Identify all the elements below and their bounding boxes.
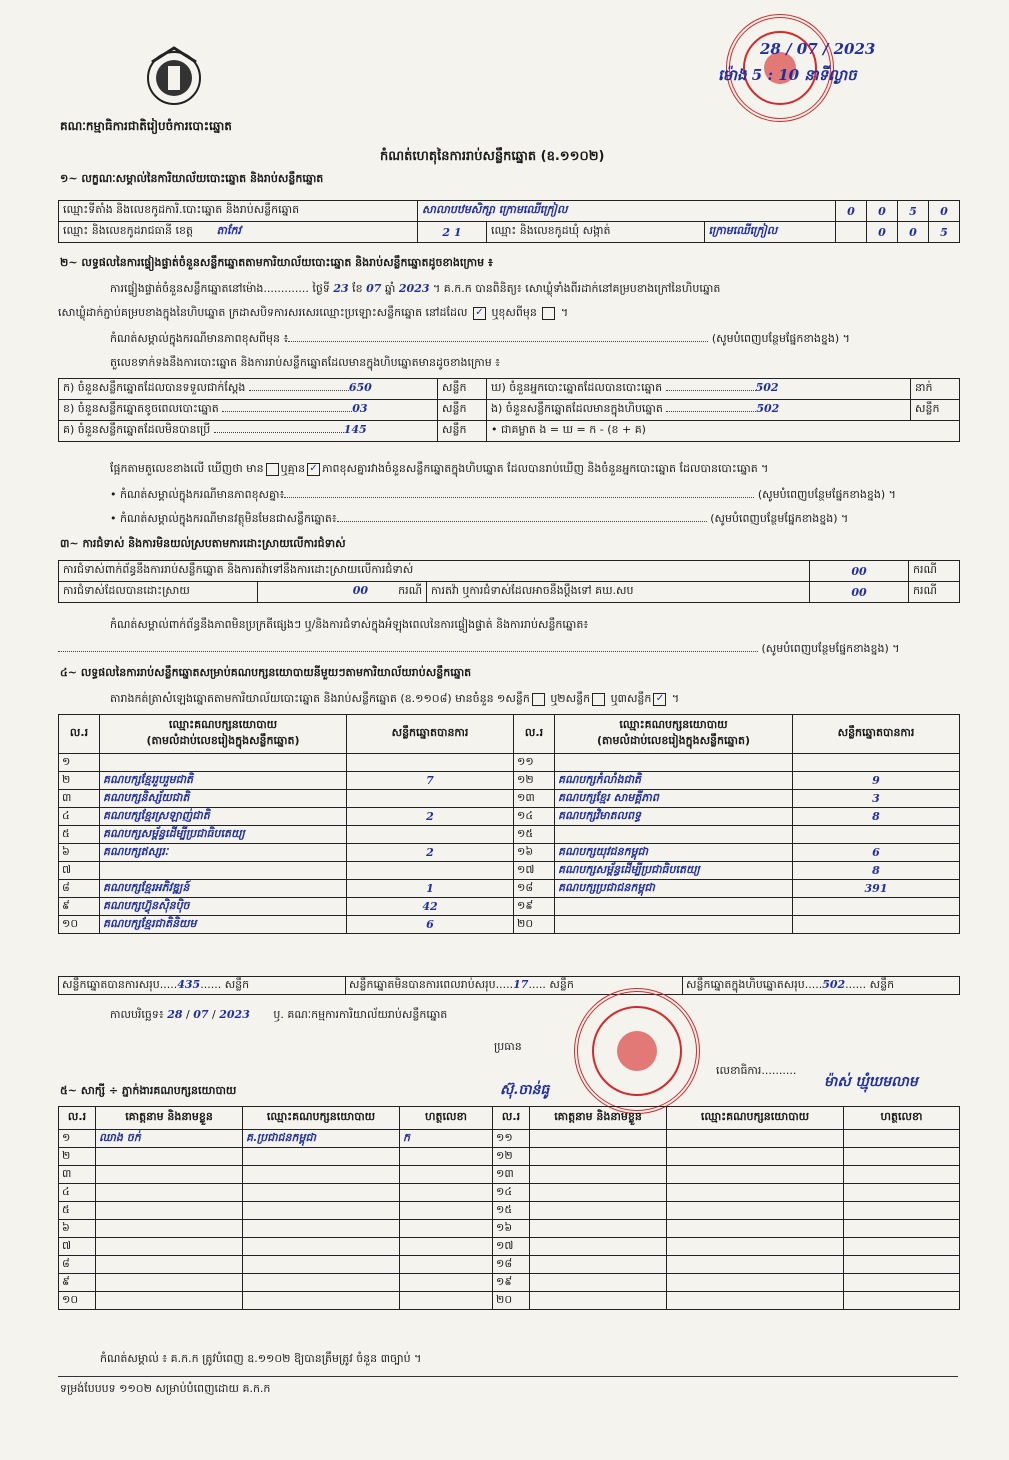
table-row: ១ ឈាង ចក់ គ.ប្រជាជនកម្ពុជា ក ១១ [59, 1130, 960, 1148]
table-row: ៧ ១៧ [59, 1238, 960, 1256]
col-no: ល.រ [59, 715, 100, 754]
form-title: កំណត់ហេតុនៃការរាប់សន្លឹកឆ្នោត (ឧ.១១០២) [380, 149, 605, 164]
table-row: ៥ គណបក្សសម្ព័ន្ធដើម្បីប្រជាធិបតេយ្យ ១៥ [59, 826, 960, 844]
witness-table: ល.រ គោត្តនាម និងនាមខ្លួន ឈ្មោះគណបក្សនយោបាយ ហត្ថលេខា ល.រ គោត្តនាម និងនាមខ្លួន ឈ្មោះគណបក្សនយោបាយ ហត្ថលេខា ១ ឈាង ចក់ គ.ប្រជាជនកម្ពុជា ក ១១ ២ ១២ ៣ ១៣ ៤ ១៤ ៥ ១៥ ៦ ១៦ ៧ ១៧ ៨ ១៨ ៩ ១៩ ១០ ២០ [58, 1106, 960, 1310]
s3-heading: ៣~ ការជំទាស់ និងការមិនយល់ស្របតាមការដោះស្រាយលើការជំទាស់ [60, 537, 346, 550]
received-time: ម៉ោង 5 : 10 នាទីល្ងាច [718, 66, 857, 84]
table-row: ១០ គណបក្សខ្មែរជាតិនិយម 6 ២០ [59, 916, 960, 934]
s2-p7: • កំណត់សម្គាល់ក្នុងករណីមានវត្ថុមិនមែនជាសន្លឹកឆ្នោត៖ (សូមបំពេញបន្ថែមផ្នែកខាងខ្នង) ។ [110, 512, 849, 525]
same-checkbox[interactable]: ✓ [473, 307, 486, 320]
s5-heading: ៥~ សាក្សី ÷ ភ្នាក់ងារគណបក្សនយោបាយ [60, 1084, 237, 1097]
table-row: ៥ ១៥ [59, 1202, 960, 1220]
table-row: ៣ ១៣ [59, 1166, 960, 1184]
s1-r2-label: ឈ្មោះ និងលេខកូដរាជធានី ខេត្ត តាកែវ [59, 222, 418, 243]
col-party: ឈ្មោះគណបក្សនយោបាយ (តាមលំដាប់លេខរៀងក្នុងសន្លឹកឆ្នោត) [100, 715, 347, 754]
table-row: ៧ ១៧ គណបក្សសម្ព័ន្ធដើម្បីប្រជាធិបតេយ្យ 8 [59, 862, 960, 880]
s3-p1: កំណត់សម្គាល់ពាក់ព័ន្ធនឹងភាពមិនប្រក្រតីផ្សេងៗ ឬ/និងការជំទាស់ក្នុងអំឡុងពេលនៃការផ្ទៀងផ្ទាត់ និងការរាប់សន្លឹកឆ្នោត៖ [110, 618, 589, 631]
s2-p1: ការផ្ទៀងផ្ទាត់ចំនួនសន្លឹកឆ្នោតនៅម៉ោង............. ថ្ងៃទី 23 ខែ 07 ឆ្នាំ 2023 ។ គ.ក.ក បានពិនិត្យ៖ សោឃ្លុំទាំងពីរដាក់នៅគម្របខាងក្រៅនៃហិបឆ្នោត [110, 282, 721, 295]
s1-r2-label2: ឈ្មោះ និងលេខកូដឃុំ សង្កាត់ [487, 222, 705, 243]
col-votes: សន្លឹកឆ្នោតបានការ [347, 715, 514, 754]
table-row: ២ ១២ [59, 1148, 960, 1166]
table-row: ៤ គណបក្សខ្មែរស្រឡាញ់ជាតិ 2 ១៤ គណបក្សវិមាតលពទ្ធ 8 [59, 808, 960, 826]
s4-date: កាលបរិច្ឆេទ៖ 28 / 07 / 2023 ឫ. គណៈកម្មការការិយាល័យរាប់សន្លឹកឆ្នោត [110, 1008, 448, 1021]
results-table: ល.រ ឈ្មោះគណបក្សនយោបាយ (តាមលំដាប់លេខរៀងក្នុងសន្លឹកឆ្នោត) សន្លឹកឆ្នោតបានការ ល.រ ឈ្មោះគណបក្សនយោបាយ (តាមលំដាប់លេខរៀងក្នុងសន្លឹកឆ្នោត) សន្លឹកឆ្នោតបានការ ១ ១១ ២ គណបក្សខ្មែររួបរួមជាតិ 7 ១២ គណបក្សកំលាំងជាតិ 9 ៣ គណបក្សនិស្ស័យជាតិ ១៣ គណបក្សខ្មែរ សាមគ្គីភាព 3 ៤ គណបក្សខ្មែរស្រឡាញ់ជាតិ 2 ១៤ គណបក្សវិមាតលពទ្ធ 8 ៥ គណបក្សសម្ព័ន្ធដើម្បីប្រជាធិបតេយ្យ ១៥ ៦ គណបក្សឥស្សរៈ 2 ១៦ គណបក្សយុវជនកម្ពុជា 6 ៧ ១៧ គណបក្សសម្ព័ន្ធដើម្បីប្រជាធិបតេយ្យ 8 ៨ គណបក្សខ្មែរអភិវឌ្ឍន៍ 1 ១៨ គណបក្សប្រជាជនកម្ពុជា 391 ៩ គណបក្សហ៊្វុនស៊ិនប៉ិច 42 ១៩ ១០ គណបក្សខ្មែរជាតិនិយម 6 ២០ [58, 714, 960, 934]
total-box: សន្លឹកឆ្នោតក្នុងហិបឆ្នោតសរុប.....502...... សន្លឹក [683, 977, 960, 995]
secretary-label: លេខាធិការ.......... [716, 1064, 797, 1077]
s1-r2-value2: ក្រោមឈើក្រៀល [704, 222, 835, 243]
s1-table: ឈ្មោះទីតាំង និងលេខកូដការិ.បោះឆ្នោត និងរាប់សន្លឹកឆ្នោត សាលាបឋមសិក្សា ក្រោមឈើក្រៀល 0 0 5 0 ឈ្មោះ និងលេខកូដរាជធានី ខេត្ត តាកែវ 2 1 ឈ្មោះ និងលេខកូដឃុំ សង្កាត់ ក្រោមឈើក្រៀល 0 0 5 [58, 200, 960, 243]
total-invalid: សន្លឹកឆ្នោតមិនបានការពេលរាប់សរុប.....17..... សន្លឹក [346, 977, 683, 995]
chair-signature: ស៊ុ.ចាន់ធូ [500, 1082, 550, 1098]
total-valid: សន្លឹកឆ្នោតបានការសរុប.....435...... សន្លឹក [59, 977, 346, 995]
table-row: ៨ គណបក្សខ្មែរអភិវឌ្ឍន៍ 1 ១៨ គណបក្សប្រជាជនកម្ពុជា 391 [59, 880, 960, 898]
received-date: 28 / 07 / 2023 [760, 40, 876, 58]
secretary-signature: ម៉ាស់ ឃ្មុំឃមលាម [824, 1074, 918, 1090]
k2-label: ខ) ចំនួនសន្លឹកឆ្នោតខូចពេលបោះឆ្នោត 03 [59, 400, 438, 421]
s3-table: ការជំទាស់ពាក់ព័ន្ធនឹងការរាប់សន្លឹកឆ្នោត និងការតវ៉ាទៅនឹងការដោះស្រាយលើការជំទាស់ 00 ករណី ការជំទាស់ដែលបានដោះស្រាយ 00 ករណី ការតវ៉ា ឬការជំទាស់ដែលអាចនឹងប្តឹងទៅ គឃ.សប 00 ករណី [58, 560, 960, 603]
s2-p2: សោឃ្លុំដាក់ភ្ជាប់គម្របខាងក្នុងនៃហិបឆ្នោត ក្រដាសបិទការសរសេរឈ្មោះប្រឡោះសន្លឹកឆ្នោត នៅដដែល ✓ ឬខុសពីមុន ។ [58, 306, 569, 319]
footnote: កំណត់សម្គាល់ ៖ គ.ក.ក ត្រូវបំពេញ ឧ.១១០២ ឱ្យបានត្រឹមត្រូវ ចំនួន ៣ច្បាប់ ។ [100, 1352, 422, 1365]
k6-label: • ជាគម្លាត ង = ឃ = ក - (ខ + គ) [487, 421, 960, 442]
nec-logo [138, 44, 210, 110]
table-row: ៩ ១៩ [59, 1274, 960, 1292]
table-row: ៦ គណបក្សឥស្សរៈ 2 ១៦ គណបក្សយុវជនកម្ពុជា 6 [59, 844, 960, 862]
k4-label: ឃ) ចំនួនអ្នកបោះឆ្នោតដែលបានបោះឆ្នោត 502 [487, 379, 911, 400]
difference-no-checkbox[interactable]: ✓ [307, 463, 320, 476]
table-row: ៨ ១៨ [59, 1256, 960, 1274]
divider [58, 1376, 958, 1377]
s1-heading: ១~ លក្ខណៈសម្គាល់នៃការិយាល័យបោះឆ្នោត និងរាប់សន្លឹកឆ្នោត [60, 172, 324, 185]
s3-p1-line: (សូមបំពេញបន្ថែមផ្នែកខាងខ្នង) ។ [58, 642, 958, 658]
table-row: ១ ១១ [59, 754, 960, 772]
k5-label: ង) ចំនួនសន្លឹកឆ្នោតដែលមានក្នុងហិបឆ្នោត 502 [487, 400, 911, 421]
committee-stamp [574, 988, 700, 1114]
table-row: ៣ គណបក្សនិស្ស័យជាតិ ១៣ គណបក្សខ្មែរ សាមគ្គីភាព 3 [59, 790, 960, 808]
table-row: ២ គណបក្សខ្មែររួបរួមជាតិ 7 ១២ គណបក្សកំលាំងជាតិ 9 [59, 772, 960, 790]
s2-p6: • កំណត់សម្គាល់ក្នុងករណីមានភាពខុសគ្នា៖ (សូមបំពេញបន្ថែមផ្នែកខាងខ្នង) ។ [110, 488, 896, 501]
s4-p1: តារាងកត់ត្រាសំឡេងឆ្នោតតាមការិយាល័យបោះឆ្នោត និងរាប់សន្លឹកឆ្នោត (ឧ.១១០៨) មានចំនួន ១សន្លឹក ឬ២សន្លឹក ឬ៣សន្លឹក ✓ ។ [110, 692, 680, 705]
s2-p5: ផ្អែកតាមតួលេខខាងលើ ឃើញថា មាន ឬគ្មាន ✓ ភាពខុសគ្នារវាងចំនួនសន្លឹកឆ្នោតក្នុងហិបឆ្នោត ដែលបានរាប់ឃើញ និងចំនួនអ្នកបោះឆ្នោត ដែលបានបោះឆ្នោត ។ [110, 462, 769, 475]
table-row: ៩ គណបក្សហ៊្វុនស៊ិនប៉ិច 42 ១៩ [59, 898, 960, 916]
s2-p4: តួលេខទាក់ទងនឹងការបោះឆ្នោត និងការរាប់សន្លឹកឆ្នោតដែលមានក្នុងហិបឆ្នោតមានដូចខាងក្រោម ៖ [110, 356, 501, 369]
s4-heading: ៤~ លទ្ធផលនៃការរាប់សន្លឹកឆ្នោតសម្រាប់គណបក្សនយោបាយនីមួយៗតាមការិយាល័យរាប់សន្លឹកឆ្នោត [60, 666, 472, 679]
table-row: ៤ ១៤ [59, 1184, 960, 1202]
chair-label: ប្រធាន [494, 1040, 522, 1053]
s2-figures-table: ក) ចំនួនសន្លឹកឆ្នោតដែលបានទទួលជាក់ស្តែង 650 សន្លឹក ឃ) ចំនួនអ្នកបោះឆ្នោតដែលបានបោះឆ្នោត 502 នាក់ ខ) ចំនួនសន្លឹកឆ្នោតខូចពេលបោះឆ្នោត 03 សន្លឹក ង) ចំនួនសន្លឹកឆ្នោតដែលមានក្នុងហិបឆ្នោត 502 សន្លឹក គ) ចំនួនសន្លឹកឆ្នោតដែលមិនបានប្រើ 145 សន្លឹក • ជាគម្លាត ង = ឃ = ក - (ខ + គ) [58, 378, 960, 442]
s2-heading: ២~ លទ្ធផលនៃការផ្ទៀងផ្ទាត់ចំនួនសន្លឹកឆ្នោតតាមការិយាល័យបោះឆ្នោត និងរាប់សន្លឹកឆ្នោតដូចខាងក្រោម ៖ [60, 256, 493, 269]
k1-label: ក) ចំនួនសន្លឹកឆ្នោតដែលបានទទួលជាក់ស្តែង 650 [59, 379, 438, 400]
form-note: ទម្រង់បែបបទ ១១០២ សម្រាប់បំពេញដោយ គ.ក.ក [60, 1382, 271, 1395]
different-checkbox[interactable] [542, 307, 555, 320]
difference-yes-checkbox[interactable] [266, 463, 279, 476]
table-row: ៦ ១៦ [59, 1220, 960, 1238]
s2-p3: កំណត់សម្គាល់ក្នុងករណីមានភាពខុសពីមុន ៖ (សូមបំពេញបន្ថែមផ្នែកខាងខ្នង) ។ [110, 332, 850, 345]
results-totals [58, 976, 960, 995]
org-name: គណៈកម្មាធិការជាតិរៀបចំការបោះឆ្នោត [60, 119, 232, 133]
s1-r1-label: ឈ្មោះទីតាំង និងលេខកូដការិ.បោះឆ្នោត និងរាប់សន្លឹកឆ្នោត [59, 201, 418, 222]
s1-r1-value: សាលាបឋមសិក្សា ក្រោមឈើក្រៀល [418, 201, 836, 222]
table-row: ១០ ២០ [59, 1292, 960, 1310]
k3-label: គ) ចំនួនសន្លឹកឆ្នោតដែលមិនបានប្រើ 145 [59, 421, 438, 442]
